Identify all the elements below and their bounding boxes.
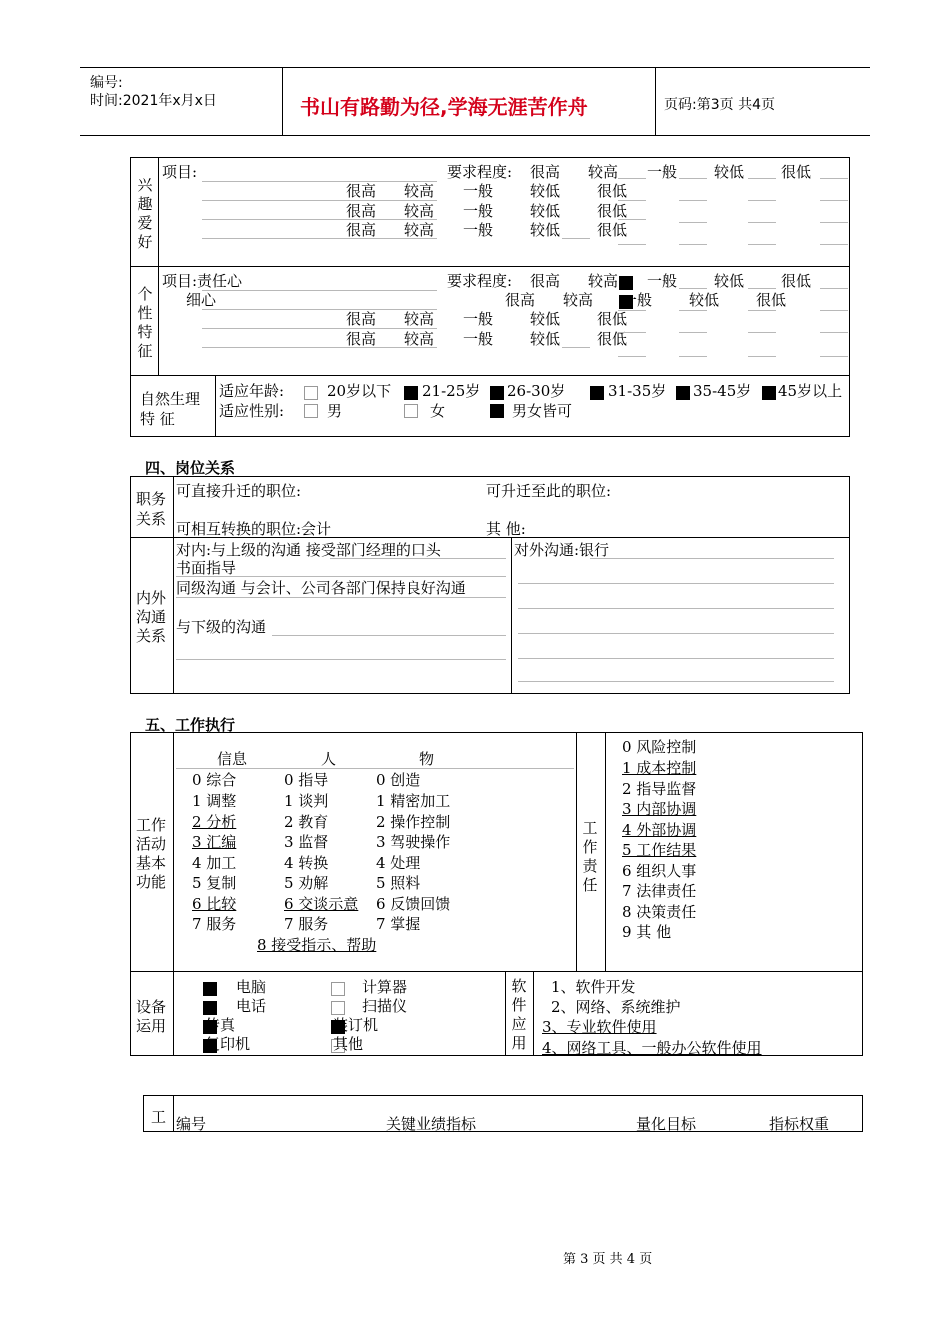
- info-item: 7 服务: [192, 915, 237, 933]
- people-item: 3 监督: [284, 833, 329, 851]
- soft-item: 3、专业软件使用: [542, 1018, 657, 1036]
- equip-item: 电脑: [236, 978, 267, 996]
- fill-line: [748, 222, 776, 223]
- unchecked-checkbox[interactable]: [304, 404, 318, 418]
- resp-item: 2 指导监督: [622, 780, 697, 798]
- degree-label: 一般: [622, 291, 653, 309]
- degree-label: 较高: [404, 182, 435, 200]
- checked-checkbox[interactable]: [203, 1001, 217, 1015]
- degree-label: 较低: [530, 202, 561, 220]
- peer-comm: 同级沟通 与会计、公司各部门保持良好沟通: [176, 579, 466, 597]
- lower-comm: 与下级的沟通: [176, 618, 267, 636]
- degree-label: 一般: [463, 202, 494, 220]
- fill-line: [820, 356, 848, 357]
- checked-checkbox[interactable]: [490, 404, 504, 418]
- header-time-label: 时间:2021年x月x日: [90, 93, 217, 109]
- degree-label: 很低: [597, 221, 628, 239]
- col-divider: [605, 732, 606, 971]
- row-divider: [130, 971, 863, 972]
- checked-checkbox[interactable]: [203, 982, 217, 996]
- fill-line: [518, 583, 834, 584]
- degree-label: 较高: [404, 202, 435, 220]
- fill-line: [679, 356, 707, 357]
- fill-line: [748, 244, 776, 245]
- fill-line: [618, 178, 646, 179]
- age-option: 45岁以上: [778, 382, 843, 400]
- fill-line: [618, 219, 646, 220]
- interest-project-label: 项目:: [162, 163, 198, 181]
- col-divider: [505, 971, 506, 1056]
- resp-item: 8 决策责任: [622, 903, 697, 921]
- fill-line: [590, 558, 834, 559]
- resp-item: 1 成本控制: [622, 759, 697, 777]
- col-divider: [533, 971, 534, 1056]
- fill-line: [618, 310, 646, 311]
- header-bottom-rule: [80, 135, 870, 136]
- equip-item: 装订机: [333, 1016, 379, 1034]
- fill-line: [202, 328, 437, 329]
- fill-line: [820, 222, 848, 223]
- fill-line: [562, 238, 590, 239]
- personality-project-label: 项目:责任心: [162, 272, 243, 290]
- fill-line: [679, 244, 707, 245]
- degree-label: 较低: [530, 182, 561, 200]
- kpi-side-label: 工: [151, 1108, 167, 1126]
- degree-label: 一般: [463, 182, 494, 200]
- checked-checkbox[interactable]: [590, 386, 604, 400]
- col-header-info: 信息: [217, 750, 248, 768]
- degree-label: 较高: [588, 272, 619, 290]
- soft-item: 2、网络、系统维护: [551, 998, 681, 1016]
- fill-line: [518, 608, 834, 609]
- col-divider: [173, 732, 174, 1056]
- kpi-col-target: 量化目标: [636, 1115, 697, 1133]
- section-4-title: 四、岗位关系: [145, 459, 236, 477]
- fill-line: [820, 200, 848, 201]
- resp-item: 0 风险控制: [622, 738, 697, 756]
- fill-line: [679, 332, 707, 333]
- col-divider: [511, 537, 512, 694]
- age-label: 适应年龄:: [219, 382, 285, 400]
- degree-label: 很高: [346, 221, 377, 239]
- equip-item: 复印机: [205, 1035, 251, 1053]
- thing-item: 1 精密加工: [376, 792, 451, 810]
- fill-line: [748, 310, 776, 311]
- resp-item: 6 组织人事: [622, 862, 697, 880]
- degree-label: 较高: [563, 291, 594, 309]
- fill-line: [618, 244, 646, 245]
- other-label: 其 他:: [486, 520, 526, 538]
- people-item: 7 服务: [284, 915, 329, 933]
- degree-label: 较高: [588, 163, 619, 181]
- col-divider: [173, 1095, 174, 1132]
- age-option: 20岁以下: [327, 382, 392, 400]
- fill-line: [820, 288, 848, 289]
- checked-checkbox[interactable]: [404, 386, 418, 400]
- people-item: 1 谈判: [284, 792, 329, 810]
- degree-label: 较低: [689, 291, 720, 309]
- col-divider: [158, 157, 159, 375]
- people-item: 4 转换: [284, 854, 329, 872]
- equip-item: 扫描仪: [362, 997, 408, 1015]
- info-item: 2 分析: [192, 813, 237, 831]
- degree-label: 较低: [530, 310, 561, 328]
- personality-requirement-label: 要求程度:: [447, 272, 513, 290]
- fill-line: [618, 200, 646, 201]
- fill-line: [202, 347, 437, 348]
- thing-item: 0 创造: [376, 771, 421, 789]
- page-footer: 第 3 页 共 4 页: [563, 1252, 653, 1267]
- thing-item: 4 处理: [376, 854, 421, 872]
- age-option: 35-45岁: [693, 382, 752, 400]
- info-item: 6 比较: [192, 895, 237, 913]
- fill-line: [272, 635, 506, 636]
- fill-line: [748, 356, 776, 357]
- thing-item: 6 反馈回馈: [376, 895, 451, 913]
- resp-item: 7 法律责任: [622, 882, 697, 900]
- degree-label: 很高: [346, 202, 377, 220]
- fill-line: [748, 200, 776, 201]
- natural-side-label: 自然生理特 征: [140, 390, 201, 428]
- people-item: 0 指导: [284, 771, 329, 789]
- header-top-rule: [80, 67, 870, 68]
- degree-label: 很高: [505, 291, 536, 309]
- unchecked-checkbox[interactable]: [331, 982, 345, 996]
- header-divider: [655, 67, 656, 135]
- info-item: 4 加工: [192, 854, 237, 872]
- header-divider: [282, 67, 283, 135]
- header-page-code: 页码:第3页 共4页: [664, 97, 775, 113]
- degree-label: 较低: [714, 163, 745, 181]
- transfer-label: 可相互转换的职位:会计: [176, 520, 332, 538]
- section-5-title: 五、工作执行: [145, 716, 236, 734]
- soft-item: 4、网络工具、一般办公软件使用: [542, 1039, 762, 1057]
- thing-item: 2 操作控制: [376, 813, 451, 831]
- degree-label: 很高: [530, 272, 561, 290]
- kpi-col-number: 编号: [176, 1115, 207, 1133]
- degree-label: 一般: [647, 272, 678, 290]
- func-side-label: 工作活动基本功能: [136, 816, 167, 891]
- degree-label: 较低: [530, 221, 561, 239]
- equip-item: 其他: [333, 1035, 364, 1053]
- fill-line: [518, 658, 834, 659]
- thing-item: 5 照料: [376, 874, 421, 892]
- fill-line: [202, 200, 437, 201]
- fill-line: [202, 181, 437, 182]
- equip-item: 传真: [205, 1016, 236, 1034]
- internal-comm-line1: 对内:与上级的沟通 接受部门经理的口头: [176, 541, 441, 559]
- degree-label: 很高: [346, 182, 377, 200]
- age-option: 31-35岁: [608, 382, 667, 400]
- degree-label: 很低: [597, 310, 628, 328]
- col-divider: [173, 476, 174, 694]
- degree-label: 一般: [463, 221, 494, 239]
- age-option: 26-30岁: [507, 382, 566, 400]
- duty-side-label: 职务关系: [136, 490, 167, 528]
- soft-item: 1、软件开发: [551, 978, 636, 996]
- info-item: 3 汇编: [192, 833, 237, 851]
- gender-option: 男: [327, 402, 343, 420]
- equip-side-label: 设备运用: [136, 998, 167, 1035]
- degree-label: 很低: [597, 330, 628, 348]
- degree-label: 较低: [530, 330, 561, 348]
- fill-line: [820, 178, 848, 179]
- people-item: 5 劝解: [284, 874, 329, 892]
- personality-side-label: 个性特征: [137, 285, 153, 360]
- unchecked-checkbox[interactable]: [404, 404, 418, 418]
- fill-line: [820, 244, 848, 245]
- people-item: 2 教育: [284, 813, 329, 831]
- fill-line: [679, 222, 707, 223]
- people-item: 6 交谈示意: [284, 895, 359, 913]
- col-header-things: 物: [419, 750, 435, 768]
- comm-side-label: 内外沟通关系: [136, 589, 167, 645]
- thing-item: 3 驾驶操作: [376, 833, 451, 851]
- degree-label: 一般: [463, 310, 494, 328]
- external-comm: 对外沟通:银行: [514, 541, 610, 559]
- info-item: 5 复制: [192, 874, 237, 892]
- fill-line: [679, 178, 707, 179]
- fill-line: [330, 558, 506, 559]
- thing-item: 7 掌握: [376, 915, 421, 933]
- degree-label: 很低: [781, 163, 812, 181]
- promote-to-label: 可升迁至此的职位:: [486, 482, 612, 500]
- resp-item: 9 其 他: [622, 923, 672, 941]
- resp-item: 5 工作结果: [622, 841, 697, 859]
- fill-line: [748, 332, 776, 333]
- degree-label: 一般: [463, 330, 494, 348]
- fill-line: [748, 178, 776, 179]
- degree-label: 较高: [404, 221, 435, 239]
- fill-line: [820, 332, 848, 333]
- unchecked-checkbox[interactable]: [304, 386, 318, 400]
- fill-line: [176, 597, 506, 598]
- checked-checkbox[interactable]: [619, 276, 633, 290]
- fill-line: [679, 310, 707, 311]
- age-option: 21-25岁: [422, 382, 481, 400]
- fill-line: [202, 309, 437, 310]
- degree-label: 很高: [346, 330, 377, 348]
- col-divider: [576, 732, 577, 971]
- fill-line: [518, 681, 834, 682]
- degree-label: 一般: [647, 163, 678, 181]
- degree-label: 很低: [781, 272, 812, 290]
- gender-option: 男女皆可: [512, 402, 573, 420]
- checked-checkbox[interactable]: [676, 386, 690, 400]
- unchecked-checkbox[interactable]: [331, 1001, 345, 1015]
- kpi-table: [143, 1095, 863, 1132]
- fill-line: [518, 633, 834, 634]
- info-item: 0 综合: [192, 771, 237, 789]
- col-divider: [215, 375, 216, 437]
- kpi-col-weight: 指标权重: [769, 1115, 830, 1133]
- equip-item: 计算器: [362, 978, 408, 996]
- col-header-people: 人: [321, 750, 337, 768]
- fill-line: [202, 219, 437, 220]
- interest-side-label: 兴趣爱好: [137, 176, 153, 251]
- gender-option: 女: [430, 402, 446, 420]
- internal-comm-line2: 书面指导: [176, 559, 237, 577]
- fill-line: [562, 347, 590, 348]
- info-item: 1 调整: [192, 792, 237, 810]
- row-divider: [130, 375, 850, 376]
- degree-label: 较低: [714, 272, 745, 290]
- soft-side-label: 软件应用: [511, 977, 527, 1052]
- interest-requirement-label: 要求程度:: [447, 163, 513, 181]
- fill-line: [618, 332, 646, 333]
- fill-line: [820, 310, 848, 311]
- fill-line: [176, 659, 506, 660]
- resp-side-label: 工作责任: [582, 819, 598, 894]
- fill-line: [202, 238, 437, 239]
- gender-label: 适应性别:: [219, 402, 285, 420]
- fill-line: [202, 290, 437, 291]
- personality-second-item: 细心: [186, 291, 217, 309]
- row-divider: [130, 266, 850, 267]
- promote-direct-label: 可直接升迁的职位:: [176, 482, 302, 500]
- degree-label: 较高: [404, 330, 435, 348]
- degree-label: 很高: [346, 310, 377, 328]
- kpi-col-kpi: 关键业绩指标: [386, 1115, 477, 1133]
- checked-checkbox[interactable]: [762, 386, 776, 400]
- degree-label: 很高: [530, 163, 561, 181]
- checked-checkbox[interactable]: [490, 386, 504, 400]
- resp-item: 3 内部协调: [622, 800, 697, 818]
- equip-item: 电话: [236, 997, 267, 1015]
- fill-line: [618, 356, 646, 357]
- fill-line: [679, 200, 707, 201]
- degree-label: 很低: [597, 182, 628, 200]
- resp-item: 4 外部协调: [622, 821, 697, 839]
- extra-item: 8 接受指示、帮助: [257, 936, 377, 954]
- degree-label: 很低: [597, 202, 628, 220]
- header-number-label: 编号:: [90, 75, 123, 91]
- degree-label: 较高: [404, 310, 435, 328]
- degree-label: 很低: [756, 291, 787, 309]
- header-motto: 书山有路勤为径,学海无涯苦作舟: [300, 95, 588, 119]
